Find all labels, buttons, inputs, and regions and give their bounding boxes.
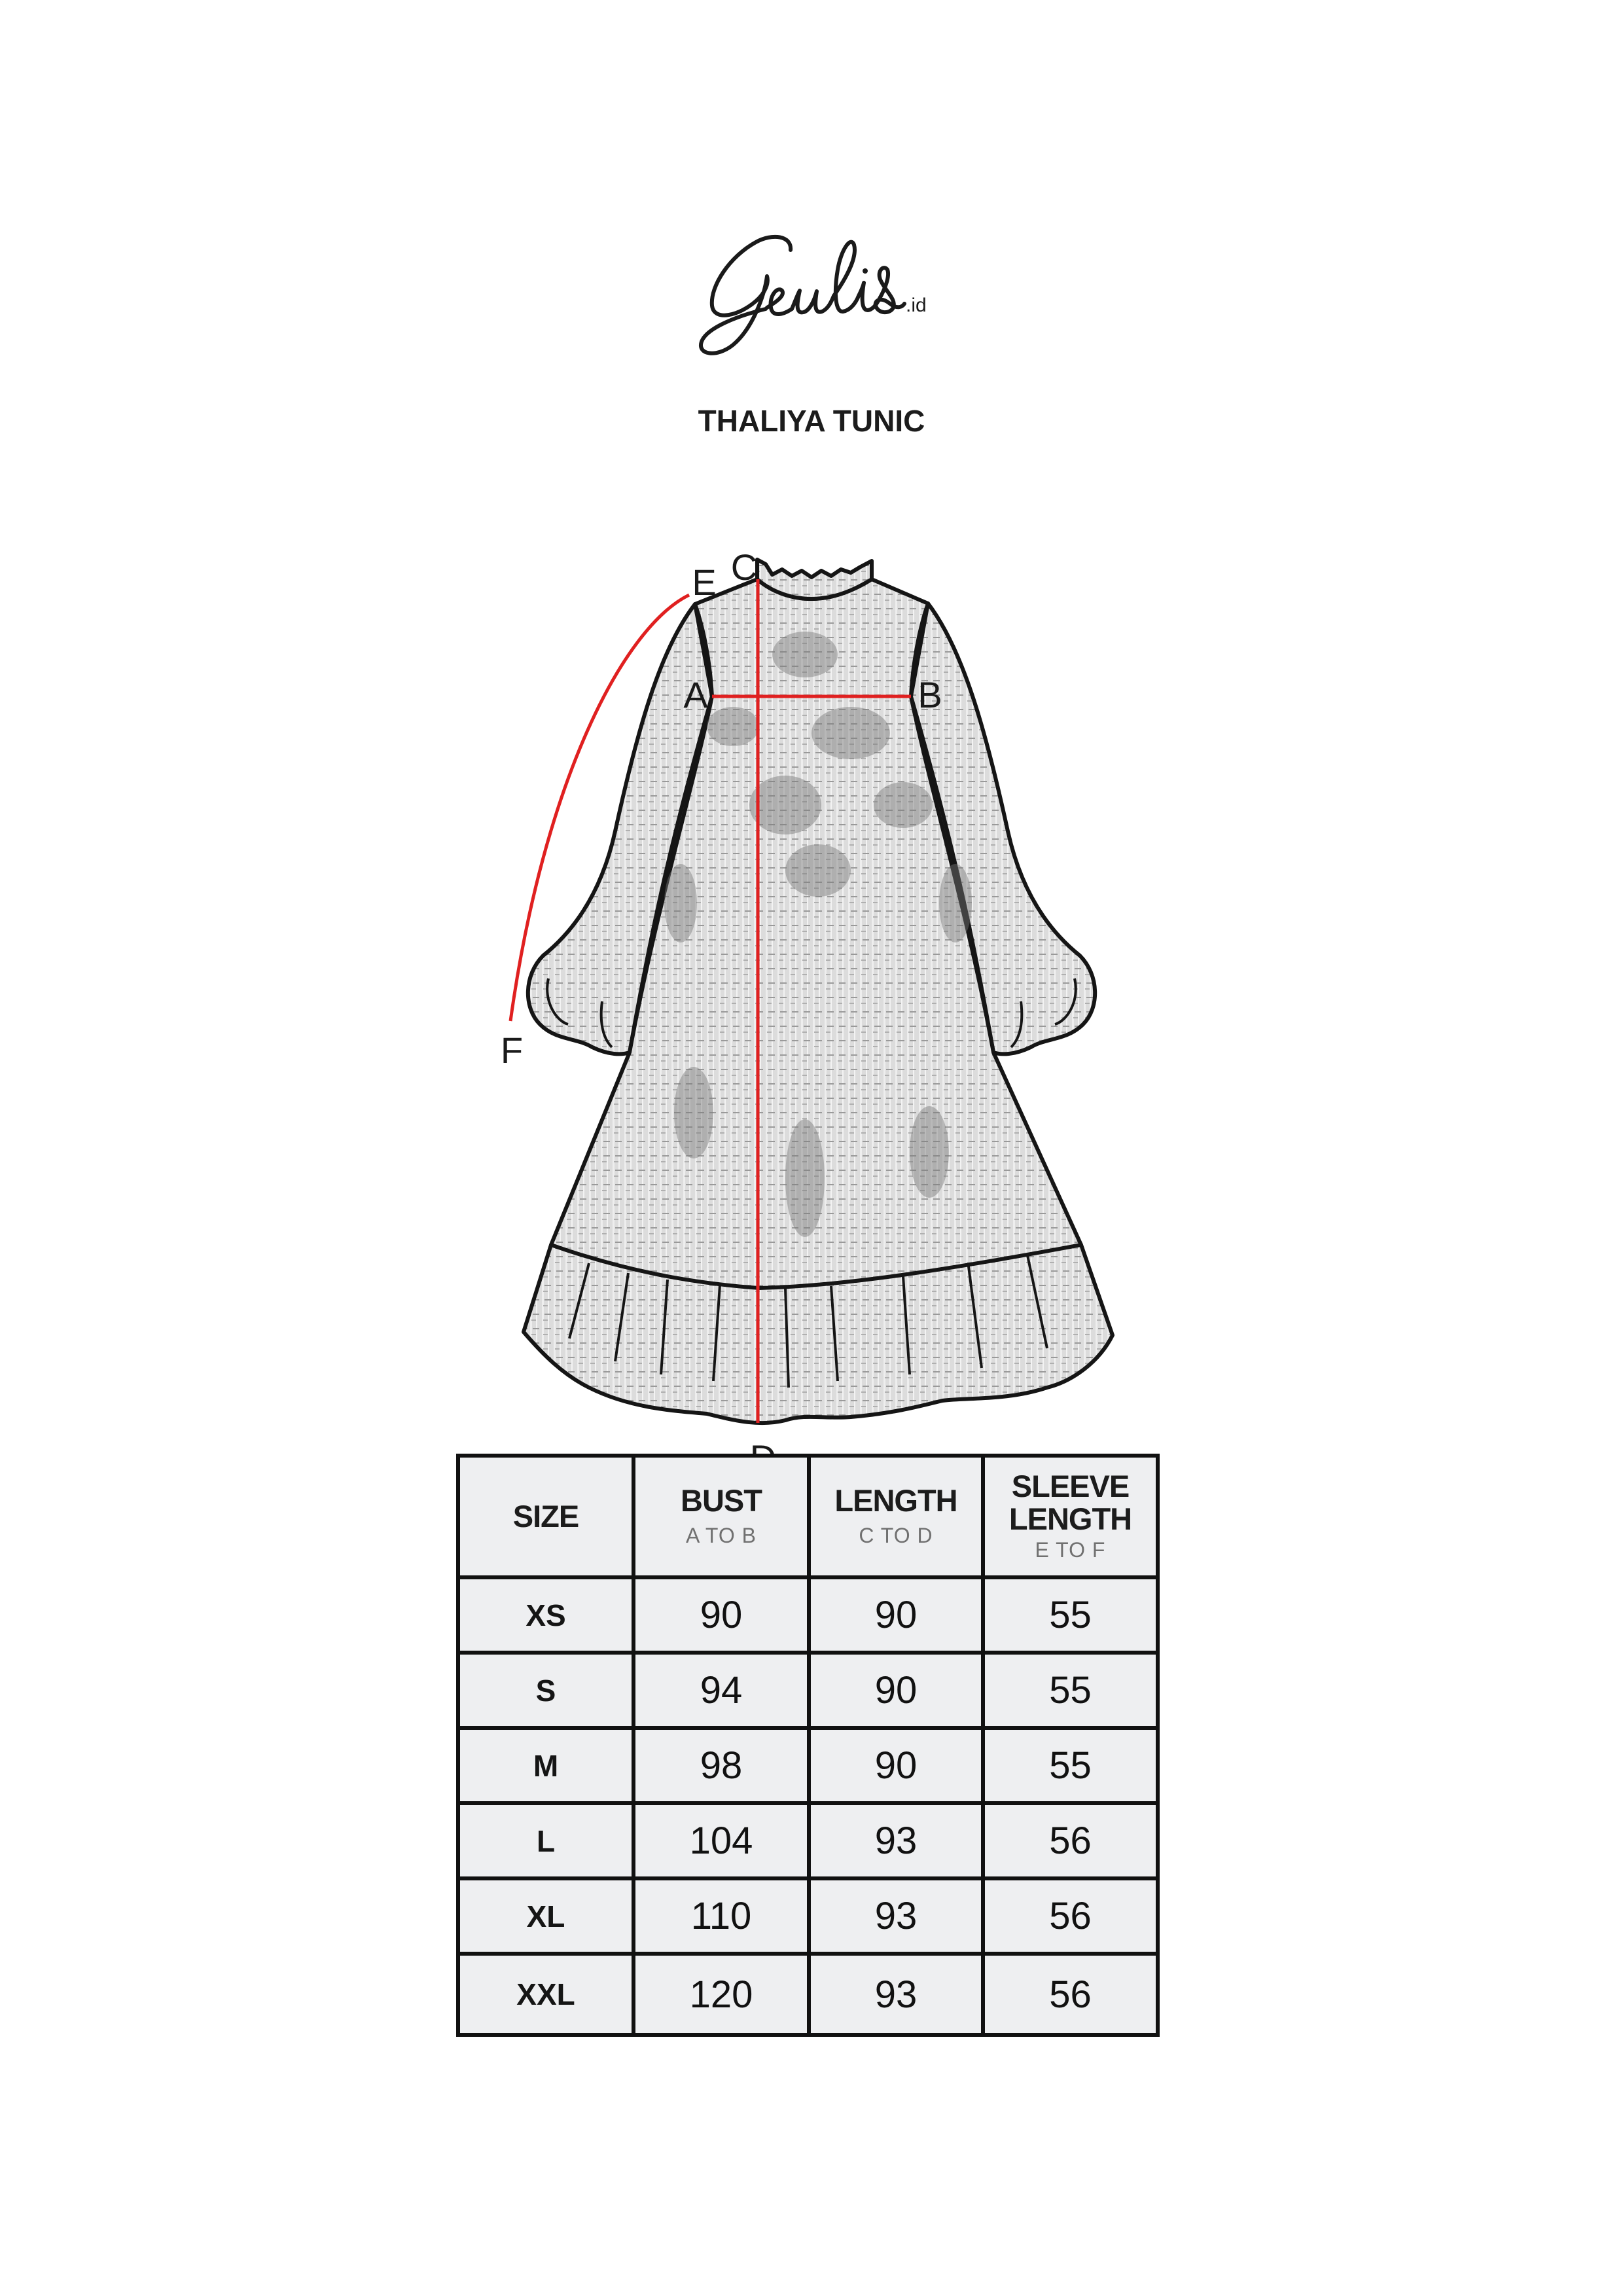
cell-sleeve: 55	[983, 1728, 1158, 1803]
cell-bust: 94	[633, 1653, 809, 1728]
point-label-e: E	[692, 562, 717, 603]
table-row	[458, 1653, 1158, 1728]
cell-sleeve: 56	[983, 1954, 1158, 2035]
table-row	[458, 1728, 1158, 1803]
table-row	[458, 1803, 1158, 1878]
cell-size: L	[458, 1803, 633, 1878]
cell-sleeve: 55	[983, 1653, 1158, 1728]
cell-size: S	[458, 1653, 633, 1728]
header-bust	[633, 1456, 809, 1577]
cell-bust: 90	[633, 1577, 809, 1653]
header-sleeve-length	[983, 1456, 1158, 1577]
cell-size: XL	[458, 1878, 633, 1954]
cell-length: 93	[809, 1803, 983, 1878]
product-title: THALIYA TUNIC	[698, 404, 925, 438]
cell-size: M	[458, 1728, 633, 1803]
point-label-c: C	[730, 547, 758, 588]
header-length-sub: C TO D	[859, 1524, 933, 1547]
cell-length: 90	[809, 1653, 983, 1728]
cell-length: 90	[809, 1728, 983, 1803]
cell-sleeve: 56	[983, 1803, 1158, 1878]
table-row	[458, 1577, 1158, 1653]
point-label-f: F	[500, 1030, 524, 1071]
cell-bust: 98	[633, 1728, 809, 1803]
header-length-title: LENGTH	[834, 1483, 957, 1518]
table-header-row	[458, 1456, 1158, 1577]
cell-bust: 120	[633, 1954, 809, 2035]
table-row	[458, 1878, 1158, 1954]
cell-bust: 104	[633, 1803, 809, 1878]
header-size	[458, 1456, 633, 1577]
logo-domain-suffix: .id	[906, 295, 927, 316]
header-length	[809, 1456, 983, 1577]
cell-bust: 110	[633, 1878, 809, 1954]
header-sleeve-title-line1: SLEEVE	[1011, 1469, 1130, 1503]
cell-size: XXL	[458, 1954, 633, 2035]
size-chart-table	[456, 1454, 1160, 2037]
cell-length: 90	[809, 1577, 983, 1653]
garment-body	[524, 560, 1113, 1423]
header-sleeve-title-line2: LENGTH	[1008, 1501, 1132, 1536]
point-label-a: A	[683, 674, 708, 715]
header-bust-title: BUST	[681, 1483, 762, 1518]
cell-size: XS	[458, 1577, 633, 1653]
cell-length: 93	[809, 1878, 983, 1954]
table-row	[458, 1954, 1158, 2035]
header-size-title: SIZE	[512, 1499, 579, 1534]
point-label-b: B	[918, 674, 942, 715]
cell-sleeve: 56	[983, 1878, 1158, 1954]
cell-length: 93	[809, 1954, 983, 2035]
header-sleeve-sub: E TO F	[1035, 1538, 1106, 1562]
header-bust-sub: A TO B	[686, 1524, 757, 1547]
cell-sleeve: 55	[983, 1577, 1158, 1653]
